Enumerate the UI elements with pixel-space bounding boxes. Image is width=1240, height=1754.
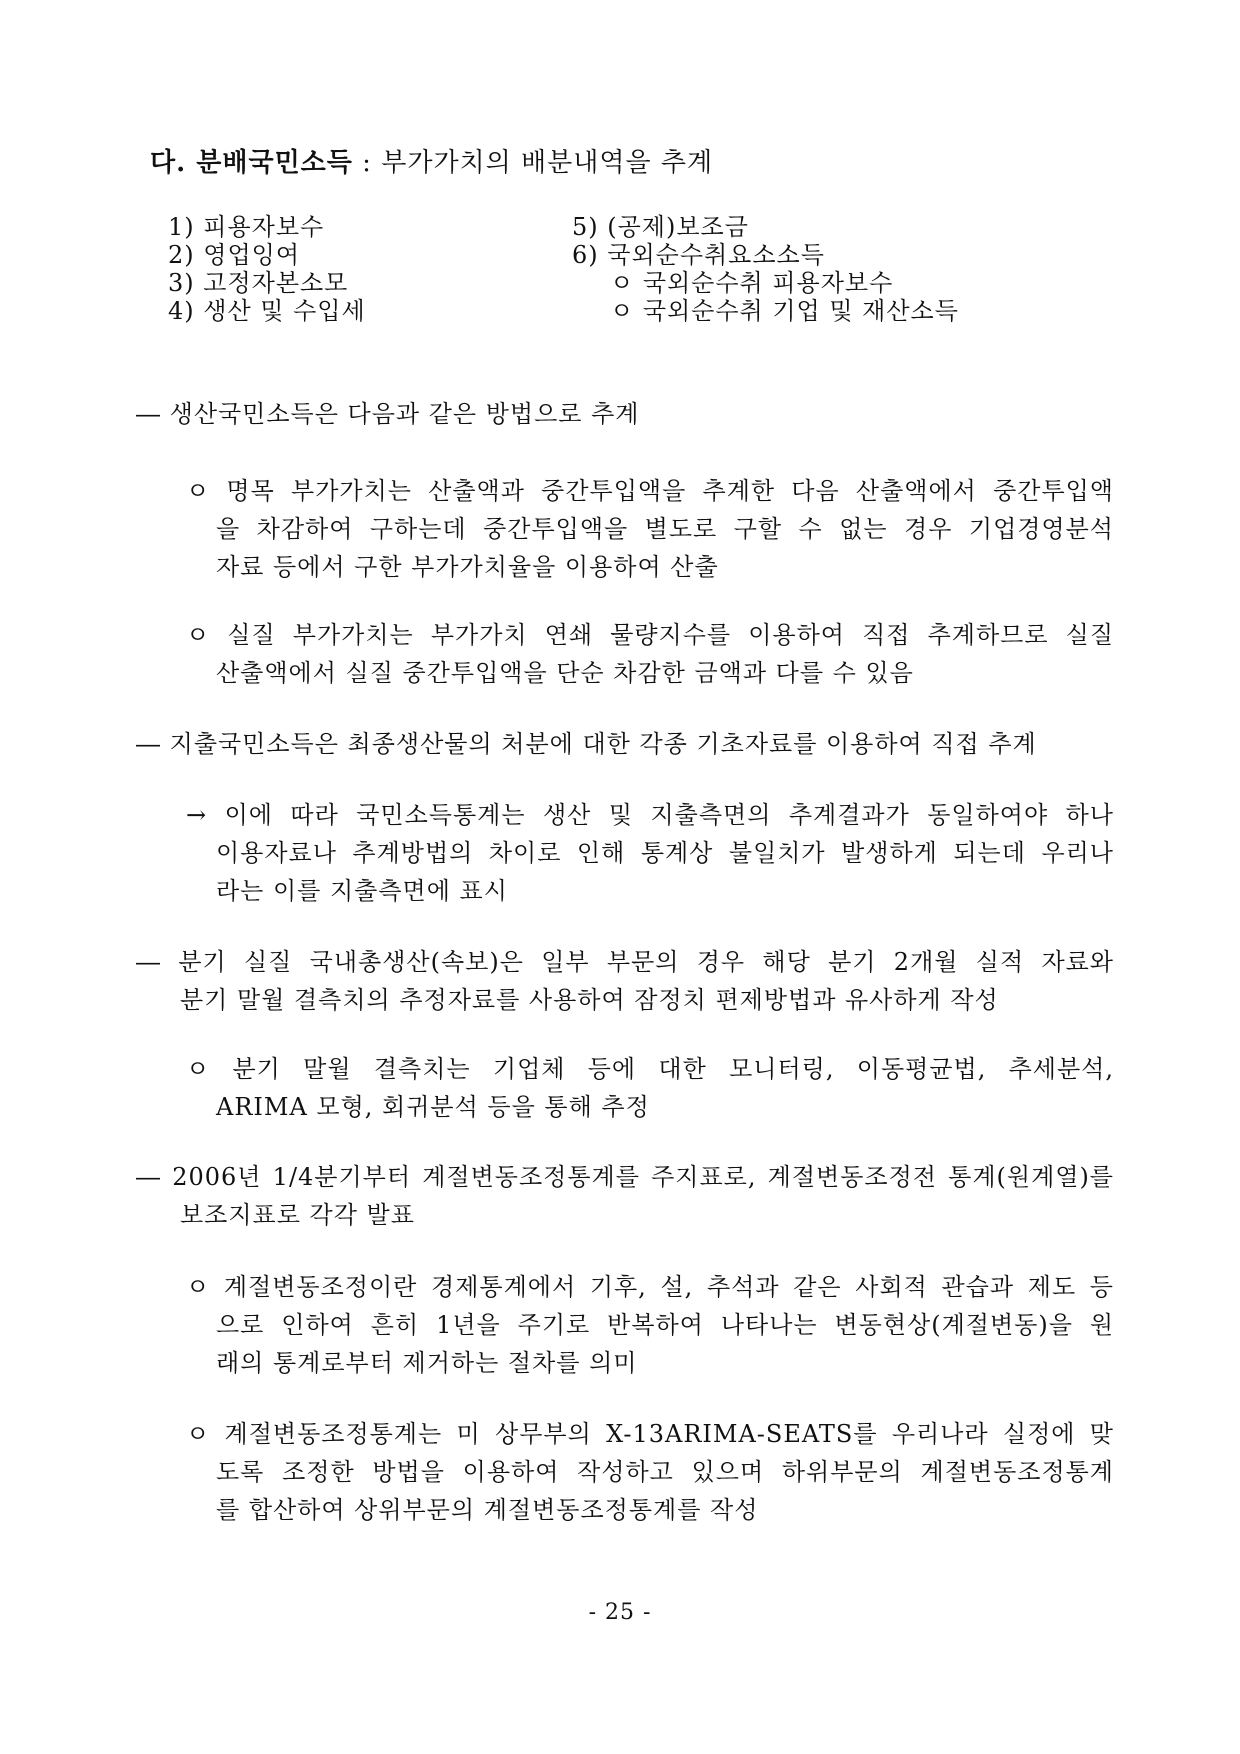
bullet-line: ㅇ 계절변동조정통계는 미 상무부의 X-13ARIMA-SEATS를 우리나라 실정에 맞 [186, 1420, 1114, 1448]
dash-paragraph: ― 생산국민소득은 다음과 같은 방법으로 추계 [136, 400, 640, 428]
section-heading-rest: : 부가가치의 배분내역을 추계 [352, 148, 714, 178]
list-item: 4) 생산 및 수입세 [168, 297, 366, 325]
dash-paragraph: 보조지표로 각각 발표 [180, 1201, 415, 1229]
list-item: 1) 피용자보수 [168, 213, 325, 241]
bullet-line: 자료 등에서 구한 부가가치율을 이용하여 산출 [216, 553, 719, 581]
bullet-line: ㅇ 실질 부가가치는 부가가치 연쇄 물량지수를 이용하여 직접 추계하므로 실질 [186, 621, 1114, 649]
list-sub-item: ㅇ 국외순수취 기업 및 재산소득 [610, 297, 959, 325]
arrow-line: 이용자료나 추계방법의 차이로 인해 통계상 불일치가 발생하게 되는데 우리나 [216, 839, 1114, 867]
dash-paragraph: 분기 말월 결측치의 추정자료를 사용하여 잠정치 편제방법과 유사하게 작성 [180, 986, 999, 1014]
section-heading [150, 146, 713, 180]
list-item: 2) 영업잉여 [168, 241, 300, 269]
arrow-line: → 이에 따라 국민소득통계는 생산 및 지출측면의 추계결과가 동일하여야 하나 [186, 801, 1114, 829]
bullet-line: 래의 통계로부터 제거하는 절차를 의미 [216, 1349, 638, 1377]
bullet-line: ㅇ 명목 부가가치는 산출액과 중간투입액을 추계한 다음 산출액에서 중간투입액 [186, 477, 1114, 505]
bullet-line: 으로 인하여 흔히 1년을 주기로 반복하여 나타나는 변동현상(계절변동)을 원 [216, 1311, 1114, 1339]
dash-paragraph: ― 지출국민소득은 최종생산물의 처분에 대한 각종 기초자료를 이용하여 직접 추계 [136, 730, 1037, 758]
bullet-line: 산출액에서 실질 중간투입액을 단순 차감한 금액과 다를 수 있음 [216, 659, 914, 687]
list-item: 5) (공제)보조금 [572, 213, 749, 241]
dash-paragraph: ― 2006년 1/4분기부터 계절변동조정통계를 주지표로, 계절변동조정전 통계(원계열)를 [136, 1163, 1114, 1191]
dash-paragraph: ― 분기 실질 국내총생산(속보)은 일부 부문의 경우 해당 분기 2개월 실적 자료와 [136, 948, 1114, 976]
list-sub-item: ㅇ 국외순수취 피용자보수 [610, 269, 894, 297]
bullet-line: 를 합산하여 상위부문의 계절변동조정통계를 작성 [216, 1496, 759, 1524]
bullet-line: 을 차감하여 구하는데 중간투입액을 별도로 구할 수 없는 경우 기업경영분석 [216, 515, 1114, 543]
list-item: 3) 고정자본소모 [168, 269, 349, 297]
arrow-line: 라는 이를 지출측면에 표시 [216, 877, 508, 905]
list-item: 6) 국외순수취요소소득 [572, 241, 825, 269]
bullet-line: ㅇ 분기 말월 결측치는 기업체 등에 대한 모니터링, 이동평균법, 추세분석, [186, 1055, 1114, 1083]
bullet-line: 도록 조정한 방법을 이용하여 작성하고 있으며 하위부문의 계절변동조정통계 [216, 1458, 1114, 1486]
page-number: - 25 - [588, 1600, 652, 1625]
section-heading-bold: 다. 분배국민소득 [150, 148, 353, 178]
bullet-line: ARIMA 모형, 회귀분석 등을 통해 추정 [216, 1093, 650, 1121]
bullet-line: ㅇ 계절변동조정이란 경제통계에서 기후, 설, 추석과 같은 사회적 관습과 제도 등 [186, 1273, 1114, 1301]
